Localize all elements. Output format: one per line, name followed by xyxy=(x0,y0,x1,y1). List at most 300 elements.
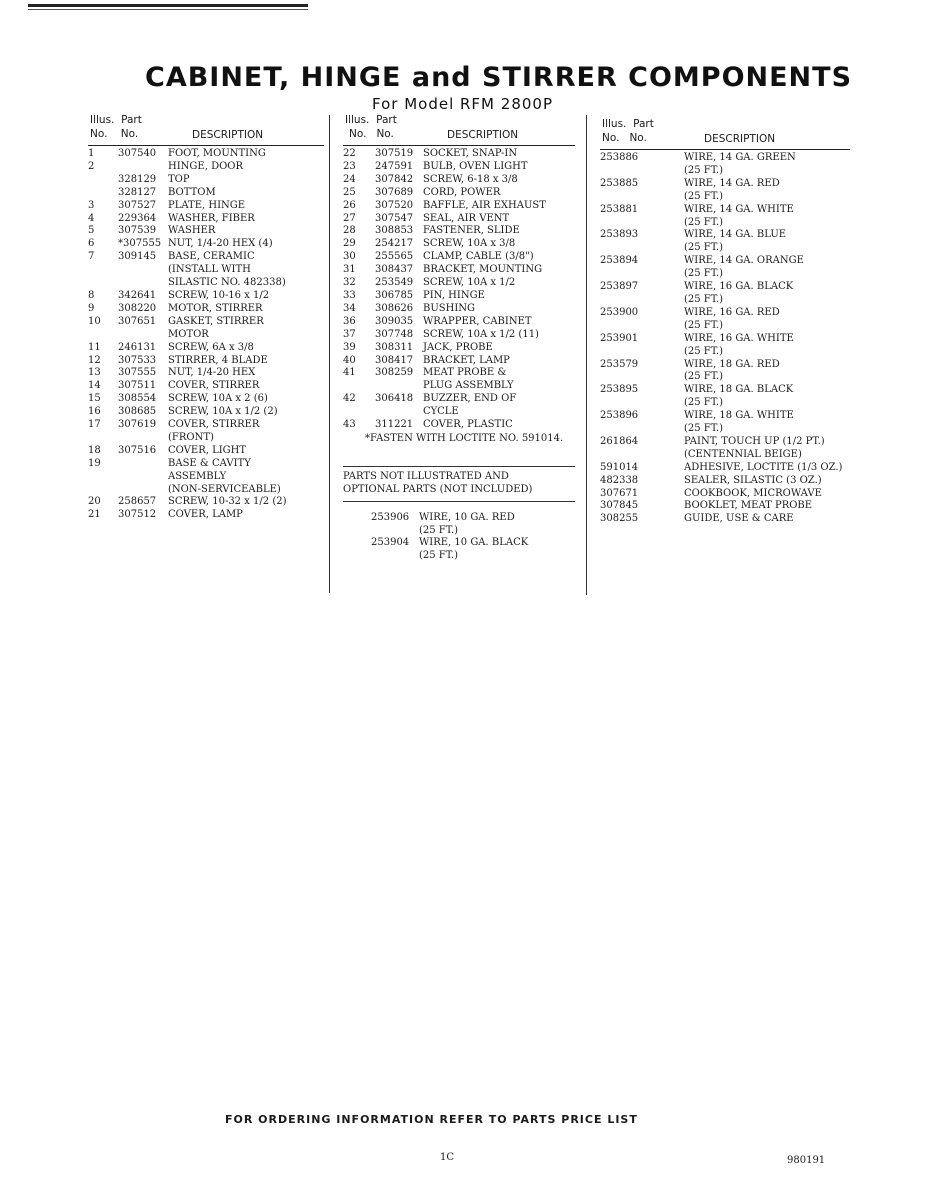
table-row xyxy=(600,320,850,333)
part-number xyxy=(375,406,423,419)
part-number: 307671 xyxy=(600,487,639,499)
not-illustrated-rule xyxy=(343,501,575,502)
table-row xyxy=(600,333,850,346)
part-description: MOTOR xyxy=(168,328,209,340)
table-row xyxy=(343,316,575,329)
illus-number: 4 xyxy=(88,212,95,224)
part-description: BASE & CAVITY xyxy=(168,457,251,469)
column-divider-1 xyxy=(329,115,330,593)
table-row xyxy=(343,303,575,316)
table-row xyxy=(343,290,575,303)
part-description: (NON-SERVICEABLE) xyxy=(168,483,281,495)
part-number: 306418 xyxy=(375,393,414,405)
table-row xyxy=(88,342,324,355)
illus-number: 27 xyxy=(343,212,356,224)
table-row xyxy=(88,161,324,174)
column-header xyxy=(88,114,324,148)
part-description: BOOKLET, MEAT PROBE xyxy=(684,500,813,512)
table-row xyxy=(600,217,850,230)
part-number: 308259 xyxy=(375,367,414,379)
parts-rows xyxy=(343,148,575,432)
part-number: 253885 xyxy=(600,177,639,189)
part-description: COVER, LIGHT xyxy=(168,444,247,456)
part-number xyxy=(600,346,684,359)
table-row xyxy=(600,242,850,255)
header-illus-part-line1: Illus. Part xyxy=(602,118,654,130)
table-row xyxy=(343,277,575,290)
parts-column-3 xyxy=(600,118,850,526)
illus-number: 9 xyxy=(88,302,95,314)
part-description: COVER, STIRRER xyxy=(168,419,260,431)
part-description: (25 FT.) xyxy=(684,268,724,280)
part-description: MEAT PROBE & xyxy=(423,367,507,379)
part-description: BUSHING xyxy=(423,302,476,314)
part-description: COVER, LAMP xyxy=(168,509,243,521)
part-number xyxy=(600,423,684,436)
part-description: BASE, CERAMIC xyxy=(168,251,255,263)
part-description: WIRE, 18 GA. RED xyxy=(684,358,780,370)
part-description: (CENTENNIAL BEIGE) xyxy=(684,448,802,460)
table-row xyxy=(88,225,324,238)
part-number: 246131 xyxy=(118,341,157,353)
parts-column-2 xyxy=(343,114,575,563)
part-description: WIRE, 14 GA. WHITE xyxy=(684,203,794,215)
illus-number: 22 xyxy=(343,148,356,159)
part-number: 253901 xyxy=(600,332,639,344)
part-description: SCREW, 10A x 1/2 xyxy=(423,277,516,289)
not-illustrated-line1: PARTS NOT ILLUSTRATED AND xyxy=(343,470,509,482)
table-row xyxy=(600,488,850,501)
part-number: 342641 xyxy=(118,289,157,301)
illus-number: 26 xyxy=(343,199,356,211)
illus-number: 13 xyxy=(88,367,101,379)
part-number: 253896 xyxy=(600,410,639,422)
part-number: 308255 xyxy=(600,513,639,525)
illus-number: 43 xyxy=(343,419,356,431)
table-row xyxy=(343,174,575,187)
part-number xyxy=(118,277,168,290)
illus-number xyxy=(88,432,118,445)
illus-number: 17 xyxy=(88,419,101,431)
part-number xyxy=(118,329,168,342)
illus-number xyxy=(343,406,375,419)
part-description: BRACKET, MOUNTING xyxy=(423,264,543,276)
page-title: CABINET, HINGE and STIRRER COMPONENTS xyxy=(145,62,853,93)
part-number: 308437 xyxy=(375,264,414,276)
illus-number: 15 xyxy=(88,393,101,405)
table-row xyxy=(88,432,324,445)
part-number: 307527 xyxy=(118,199,157,211)
part-number xyxy=(118,458,168,471)
part-description: GUIDE, USE & CARE xyxy=(684,513,794,525)
part-description: FOOT, MOUNTING xyxy=(168,148,266,159)
part-description: WIRE, 18 GA. WHITE xyxy=(684,410,794,422)
part-description: WRAPPER, CABINET xyxy=(423,315,532,327)
part-number: 253886 xyxy=(600,152,639,163)
table-row xyxy=(88,316,324,329)
part-number xyxy=(600,191,684,204)
table-row xyxy=(343,225,575,238)
part-number: 307540 xyxy=(118,148,157,159)
not-illustrated-rows xyxy=(343,512,575,564)
part-description: ASSEMBLY xyxy=(168,470,227,482)
part-number xyxy=(600,397,684,410)
table-row xyxy=(600,384,850,397)
table-row xyxy=(343,238,575,251)
table-row xyxy=(600,346,850,359)
part-description: WIRE, 14 GA. BLUE xyxy=(684,229,787,241)
table-row xyxy=(600,423,850,436)
table-row xyxy=(88,406,324,419)
table-row xyxy=(600,152,850,165)
illus-number: 20 xyxy=(88,496,101,508)
part-description: (25 FT.) xyxy=(684,319,724,331)
table-row xyxy=(600,462,850,475)
part-number: 307533 xyxy=(118,354,157,366)
illus-number xyxy=(88,277,118,290)
table-row xyxy=(88,264,324,277)
illus-number: 37 xyxy=(343,328,356,340)
part-description: STIRRER, 4 BLADE xyxy=(168,354,268,366)
part-number: 308417 xyxy=(375,354,414,366)
table-row xyxy=(88,471,324,484)
table-row xyxy=(88,200,324,213)
table-row xyxy=(600,165,850,178)
illus-number: 36 xyxy=(343,315,356,327)
part-number xyxy=(600,242,684,255)
part-number xyxy=(600,268,684,281)
part-description: WASHER, FIBER xyxy=(168,212,255,224)
table-row xyxy=(600,294,850,307)
table-row xyxy=(600,397,850,410)
part-number: 255565 xyxy=(375,251,414,263)
part-number: 307619 xyxy=(118,419,157,431)
part-number xyxy=(118,484,168,497)
header-rule xyxy=(343,145,575,146)
part-description: (25 FT.) xyxy=(684,164,724,176)
table-row xyxy=(88,174,324,187)
part-description: WIRE, 10 GA. RED xyxy=(419,511,515,523)
illus-number xyxy=(88,264,118,277)
illus-number: 23 xyxy=(343,160,356,172)
illus-number: 7 xyxy=(88,251,95,263)
illus-number: 40 xyxy=(343,354,356,366)
table-row xyxy=(343,355,575,368)
part-number: 328129 xyxy=(118,173,157,185)
part-description: BULB, OVEN LIGHT xyxy=(423,160,528,172)
part-number: 253549 xyxy=(375,277,414,289)
part-description: SCREW, 6A x 3/8 xyxy=(168,341,254,353)
part-description: WIRE, 10 GA. BLACK xyxy=(419,537,529,549)
table-row xyxy=(343,187,575,200)
part-description: NUT, 1/4-20 HEX xyxy=(168,367,256,379)
part-number xyxy=(118,264,168,277)
parts-column-1 xyxy=(88,114,324,522)
part-number: 258657 xyxy=(118,496,157,508)
table-row xyxy=(600,281,850,294)
part-number: 482338 xyxy=(600,474,639,486)
table-row xyxy=(343,329,575,342)
part-number: 307520 xyxy=(375,199,414,211)
table-row xyxy=(88,445,324,458)
table-row xyxy=(343,148,575,161)
part-number: 328127 xyxy=(118,186,157,198)
illus-number: 19 xyxy=(88,457,101,469)
illus-number: 42 xyxy=(343,393,356,405)
part-number: 591014 xyxy=(600,461,639,473)
table-row xyxy=(88,148,324,161)
part-number xyxy=(343,525,419,538)
table-row xyxy=(600,178,850,191)
part-description: (25 FT.) xyxy=(684,293,724,305)
part-description: COVER, STIRRER xyxy=(168,380,260,392)
table-row xyxy=(343,550,575,563)
part-number xyxy=(600,294,684,307)
part-number: 254217 xyxy=(375,238,414,250)
part-description: SCREW, 10A x 1/2 (2) xyxy=(168,406,278,418)
illus-number: 39 xyxy=(343,341,356,353)
table-row xyxy=(600,500,850,513)
part-description: FASTENER, SLIDE xyxy=(423,225,520,237)
page-subtitle: For Model RFM 2800P xyxy=(372,95,553,113)
part-description: PAINT, TOUCH UP (1/2 PT.) xyxy=(684,435,825,447)
part-number: 307539 xyxy=(118,225,157,237)
illus-number: 6 xyxy=(88,238,95,250)
table-row xyxy=(600,307,850,320)
illus-number: 21 xyxy=(88,509,101,521)
illus-number: 41 xyxy=(343,367,356,379)
part-description: SCREW, 10A x 1/2 (11) xyxy=(423,328,539,340)
part-number: 253904 xyxy=(371,537,410,549)
illus-number: 12 xyxy=(88,354,101,366)
part-number: 309035 xyxy=(375,315,414,327)
illus-number: 25 xyxy=(343,186,356,198)
part-number: 306785 xyxy=(375,289,414,301)
fasten-note: *FASTEN WITH LOCTITE NO. 591014. xyxy=(365,432,564,444)
illus-number: 18 xyxy=(88,444,101,456)
header-description: DESCRIPTION xyxy=(704,133,776,145)
part-description: COOKBOOK, MICROWAVE xyxy=(684,487,822,499)
header-rule xyxy=(600,149,850,150)
part-number: 253579 xyxy=(600,358,639,370)
illus-number: 31 xyxy=(343,264,356,276)
table-row xyxy=(343,367,575,380)
table-row xyxy=(88,458,324,471)
part-number: 247591 xyxy=(375,160,414,172)
illus-number: 2 xyxy=(88,160,95,172)
part-description: BUZZER, END OF xyxy=(423,393,517,405)
part-number: 308685 xyxy=(118,406,157,418)
part-description: GASKET, STIRRER xyxy=(168,315,264,327)
column-header xyxy=(600,118,850,152)
header-no-line2: No. No. xyxy=(602,132,647,144)
part-number: 261864 xyxy=(600,435,639,447)
table-row xyxy=(600,255,850,268)
scan-artifact-line xyxy=(28,4,308,7)
part-description: WIRE, 14 GA. RED xyxy=(684,177,780,189)
table-row xyxy=(88,509,324,522)
part-number: 253881 xyxy=(600,203,639,215)
table-row xyxy=(88,380,324,393)
part-number xyxy=(600,165,684,178)
table-row xyxy=(88,251,324,264)
illus-number xyxy=(88,187,118,200)
part-description: SEAL, AIR VENT xyxy=(423,212,510,224)
table-row xyxy=(88,355,324,368)
table-row xyxy=(343,512,575,525)
illus-number: 29 xyxy=(343,238,356,250)
part-number: 307651 xyxy=(118,315,157,327)
table-row xyxy=(343,419,575,432)
part-description: (FRONT) xyxy=(168,431,214,443)
part-number xyxy=(343,550,419,563)
part-description: WASHER xyxy=(168,225,216,237)
part-description: (25 FT.) xyxy=(684,397,724,409)
part-description: BRACKET, LAMP xyxy=(423,354,510,366)
part-number: 307547 xyxy=(375,212,414,224)
table-row xyxy=(88,290,324,303)
part-number: 308311 xyxy=(375,341,414,353)
illus-number: 5 xyxy=(88,225,95,237)
part-description: (25 FT.) xyxy=(419,550,459,562)
column-divider-2 xyxy=(586,115,587,595)
part-number: 308554 xyxy=(118,393,157,405)
part-number: 253893 xyxy=(600,229,639,241)
table-row xyxy=(343,342,575,355)
part-description: (25 FT.) xyxy=(419,524,459,536)
table-row xyxy=(600,204,850,217)
part-description: ADHESIVE, LOCTITE (1/3 OZ.) xyxy=(684,461,843,473)
part-description: MOTOR, STIRRER xyxy=(168,302,263,314)
part-number: 307516 xyxy=(118,444,157,456)
table-row xyxy=(88,303,324,316)
illus-number xyxy=(88,174,118,187)
table-row xyxy=(343,380,575,393)
part-description: SILASTIC NO. 482338) xyxy=(168,277,286,289)
document-number: 980191 xyxy=(787,1155,826,1166)
part-number: 308220 xyxy=(118,302,157,314)
part-description: CORD, POWER xyxy=(423,186,501,198)
illus-number: 10 xyxy=(88,315,101,327)
header-description: DESCRIPTION xyxy=(192,129,264,141)
part-number: 253894 xyxy=(600,255,639,267)
part-description: WIRE, 14 GA. GREEN xyxy=(684,152,796,163)
table-row xyxy=(88,329,324,342)
illus-number: 24 xyxy=(343,173,356,185)
table-row xyxy=(600,191,850,204)
part-description: (25 FT.) xyxy=(684,242,724,254)
part-description: WIRE, 18 GA. BLACK xyxy=(684,384,794,396)
part-description: (25 FT.) xyxy=(684,371,724,383)
part-number: 307555 xyxy=(118,367,157,379)
part-number: 307845 xyxy=(600,500,639,512)
part-description: WIRE, 14 GA. ORANGE xyxy=(684,255,804,267)
part-number: 253897 xyxy=(600,281,639,293)
part-description: SOCKET, SNAP-IN xyxy=(423,148,518,159)
parts-rows xyxy=(600,152,850,526)
part-description: BAFFLE, AIR EXHAUST xyxy=(423,199,546,211)
part-number xyxy=(118,471,168,484)
part-description: CLAMP, CABLE (3/8") xyxy=(423,251,534,263)
table-row xyxy=(600,359,850,372)
column-header xyxy=(343,114,575,148)
table-row xyxy=(88,238,324,251)
part-description: SCREW, 10A x 2 (6) xyxy=(168,393,268,405)
part-number xyxy=(600,449,684,462)
table-row xyxy=(88,496,324,509)
part-number: 253895 xyxy=(600,384,639,396)
table-row xyxy=(343,161,575,174)
part-description: SCREW, 6-18 x 3/8 xyxy=(423,173,518,185)
illus-number xyxy=(88,471,118,484)
illus-number: 32 xyxy=(343,277,356,289)
part-description: SCREW, 10-32 x 1/2 (2) xyxy=(168,496,287,508)
part-description: SCREW, 10A x 3/8 xyxy=(423,238,516,250)
part-number: 308853 xyxy=(375,225,414,237)
table-row xyxy=(88,484,324,497)
illus-number: 16 xyxy=(88,406,101,418)
header-no-line2: No. No. xyxy=(349,128,394,140)
header-illus-part-line1: Illus. Part xyxy=(90,114,142,126)
part-description: (25 FT.) xyxy=(684,190,724,202)
parts-rows xyxy=(88,148,324,522)
illus-number xyxy=(343,380,375,393)
table-row xyxy=(343,264,575,277)
part-description: WIRE, 16 GA. WHITE xyxy=(684,332,794,344)
table-row xyxy=(88,213,324,226)
part-number: 307519 xyxy=(375,148,414,159)
part-number: 311221 xyxy=(375,419,414,431)
illus-number: 14 xyxy=(88,380,101,392)
header-no-line2: No. No. xyxy=(90,128,139,140)
table-row xyxy=(600,436,850,449)
illus-number: 28 xyxy=(343,225,356,237)
illus-number: 8 xyxy=(88,289,95,301)
illus-number: 33 xyxy=(343,289,356,301)
scan-artifact-line-thin xyxy=(28,9,308,10)
table-row xyxy=(343,393,575,406)
part-description: PLUG ASSEMBLY xyxy=(423,380,514,392)
table-row xyxy=(88,277,324,290)
illus-number: 11 xyxy=(88,341,101,353)
table-row xyxy=(343,406,575,419)
part-number: 307748 xyxy=(375,328,414,340)
part-number: 307512 xyxy=(118,509,157,521)
part-number: 308626 xyxy=(375,302,414,314)
not-illustrated-section xyxy=(343,466,575,563)
part-description: (INSTALL WITH xyxy=(168,264,251,276)
header-rule xyxy=(88,145,324,146)
illus-number: 34 xyxy=(343,302,356,314)
table-row xyxy=(88,393,324,406)
table-row xyxy=(343,200,575,213)
part-number xyxy=(118,161,168,174)
part-number xyxy=(118,432,168,445)
table-row xyxy=(600,410,850,423)
part-number: 307842 xyxy=(375,173,414,185)
part-number: 253900 xyxy=(600,306,639,318)
illus-number: 3 xyxy=(88,199,95,211)
part-description: WIRE, 16 GA. RED xyxy=(684,306,780,318)
table-row xyxy=(600,268,850,281)
part-description: PIN, HINGE xyxy=(423,289,485,301)
header-illus-part-line1: Illus. Part xyxy=(345,114,397,126)
ordering-info-footer: FOR ORDERING INFORMATION REFER TO PARTS PRICE LIST xyxy=(225,1113,638,1126)
part-number xyxy=(600,320,684,333)
part-number: 253906 xyxy=(371,511,410,523)
page-number: 1C xyxy=(440,1152,455,1163)
illus-number: 30 xyxy=(343,251,356,263)
